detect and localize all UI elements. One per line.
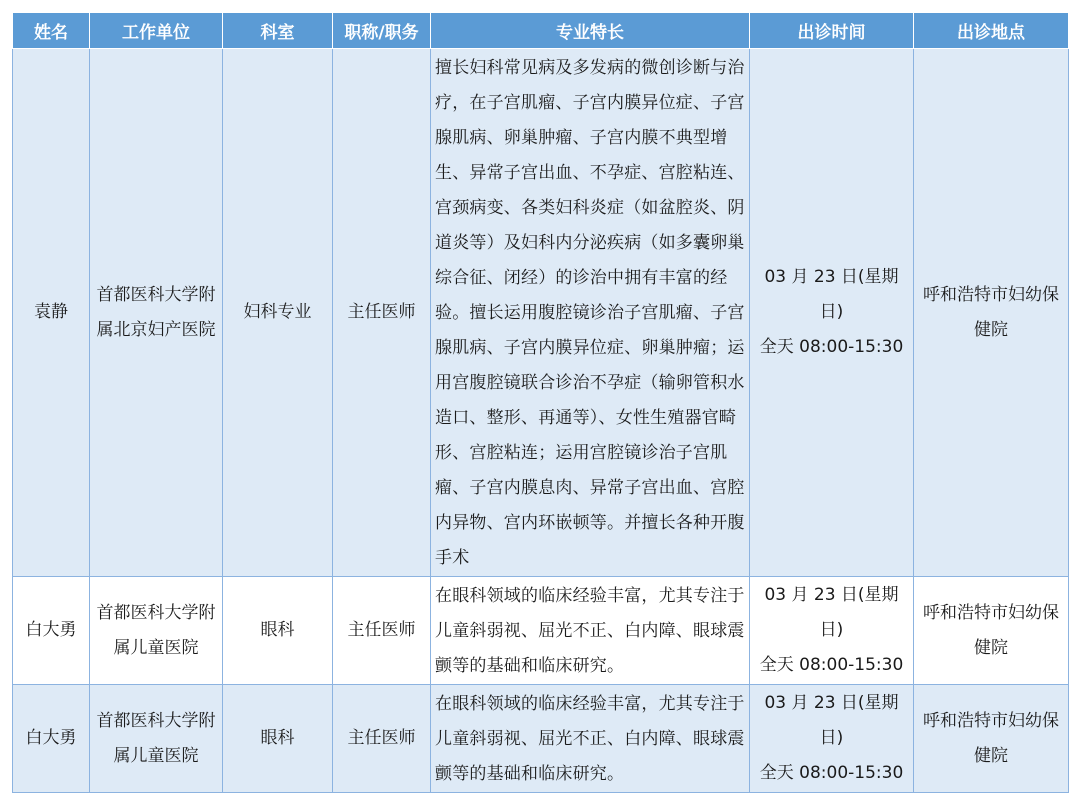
place-line: 健院 (974, 745, 1008, 766)
doctor-org (90, 577, 223, 685)
header-name: 姓名 (13, 13, 90, 49)
clinic-hours: 全天 08:00-15:30 (759, 337, 904, 357)
place-line: 健院 (974, 637, 1008, 658)
clinic-time (750, 49, 914, 577)
doctor-specialty: 擅长妇科常见病及多发病的微创诊断与治疗，在子宫肌瘤、子宫内膜异位症、子宫腺肌病、卵巢肿瘤、子宫内膜不典型增生、异常子宫出血、不孕症、宫腔粘连、宫颈病变、各类妇科炎症（如盆腔炎、阴道炎等）及妇科内分泌疾病（如多囊卵巢综合征、闭经）的诊治中拥有丰富的经验。擅长运用腹腔镜诊治子宫肌瘤、子宫腺肌病、子宫内膜异位症、卵巢肿瘤；运用宫腹腔镜联合诊治不孕症（输卵管积水造口、整形、再通等）、女性生殖器官畸形、宫腔粘连；运用宫腔镜诊治子宫肌瘤、子宫内膜息肉、异常子宫出血、宫腔内异物、宫内环嵌顿等。并擅长各种开腹手术 (431, 49, 750, 577)
org-line: 首都医科大学附 (96, 284, 216, 305)
header-org: 工作单位 (90, 13, 223, 49)
table-row (13, 577, 1069, 685)
header-specialty: 专业特长 (431, 13, 750, 49)
doctor-title: 主任医师 (333, 577, 431, 685)
schedule-table-wrapper (12, 12, 1068, 793)
clinic-date: 03 月 23 日(星期日) (764, 585, 899, 640)
doctor-dept: 眼科 (223, 577, 333, 685)
header-place: 出诊地点 (914, 13, 1069, 49)
doctor-name: 袁静 (13, 49, 90, 577)
org-line: 属北京妇产医院 (96, 319, 216, 340)
header-time: 出诊时间 (750, 13, 914, 49)
doctor-org (90, 49, 223, 577)
doctor-title: 主任医师 (333, 49, 431, 577)
place-line: 健院 (974, 319, 1008, 340)
doctor-dept: 妇科专业 (223, 49, 333, 577)
org-line: 首都医科大学附 (96, 602, 216, 623)
header-row (13, 13, 1069, 49)
clinic-place (914, 685, 1069, 793)
doctor-specialty: 在眼科领域的临床经验丰富，尤其专注于儿童斜弱视、屈光不正、白内障、眼球震颤等的基础和临床研究。 (431, 577, 750, 685)
table-row (13, 49, 1069, 577)
header-dept: 科室 (223, 13, 333, 49)
doctor-dept: 眼科 (223, 685, 333, 793)
clinic-date: 03 月 23 日(星期日) (764, 693, 899, 748)
clinic-time (750, 685, 914, 793)
doctor-title: 主任医师 (333, 685, 431, 793)
place-line: 呼和浩特市妇幼保 (923, 284, 1059, 305)
org-line: 属儿童医院 (113, 637, 199, 658)
place-line: 呼和浩特市妇幼保 (923, 602, 1059, 623)
org-line: 属儿童医院 (113, 745, 199, 766)
org-line: 首都医科大学附 (96, 710, 216, 731)
table-row (13, 685, 1069, 793)
clinic-date: 03 月 23 日(星期日) (764, 267, 899, 322)
doctor-schedule-table (12, 12, 1069, 793)
clinic-hours: 全天 08:00-15:30 (759, 763, 904, 783)
doctor-name: 白大勇 (13, 577, 90, 685)
header-title: 职称/职务 (333, 13, 431, 49)
place-line: 呼和浩特市妇幼保 (923, 710, 1059, 731)
doctor-specialty: 在眼科领域的临床经验丰富，尤其专注于儿童斜弱视、屈光不正、白内障、眼球震颤等的基础和临床研究。 (431, 685, 750, 793)
clinic-hours: 全天 08:00-15:30 (759, 655, 904, 675)
doctor-name: 白大勇 (13, 685, 90, 793)
clinic-place (914, 49, 1069, 577)
clinic-time (750, 577, 914, 685)
doctor-org (90, 685, 223, 793)
clinic-place (914, 577, 1069, 685)
